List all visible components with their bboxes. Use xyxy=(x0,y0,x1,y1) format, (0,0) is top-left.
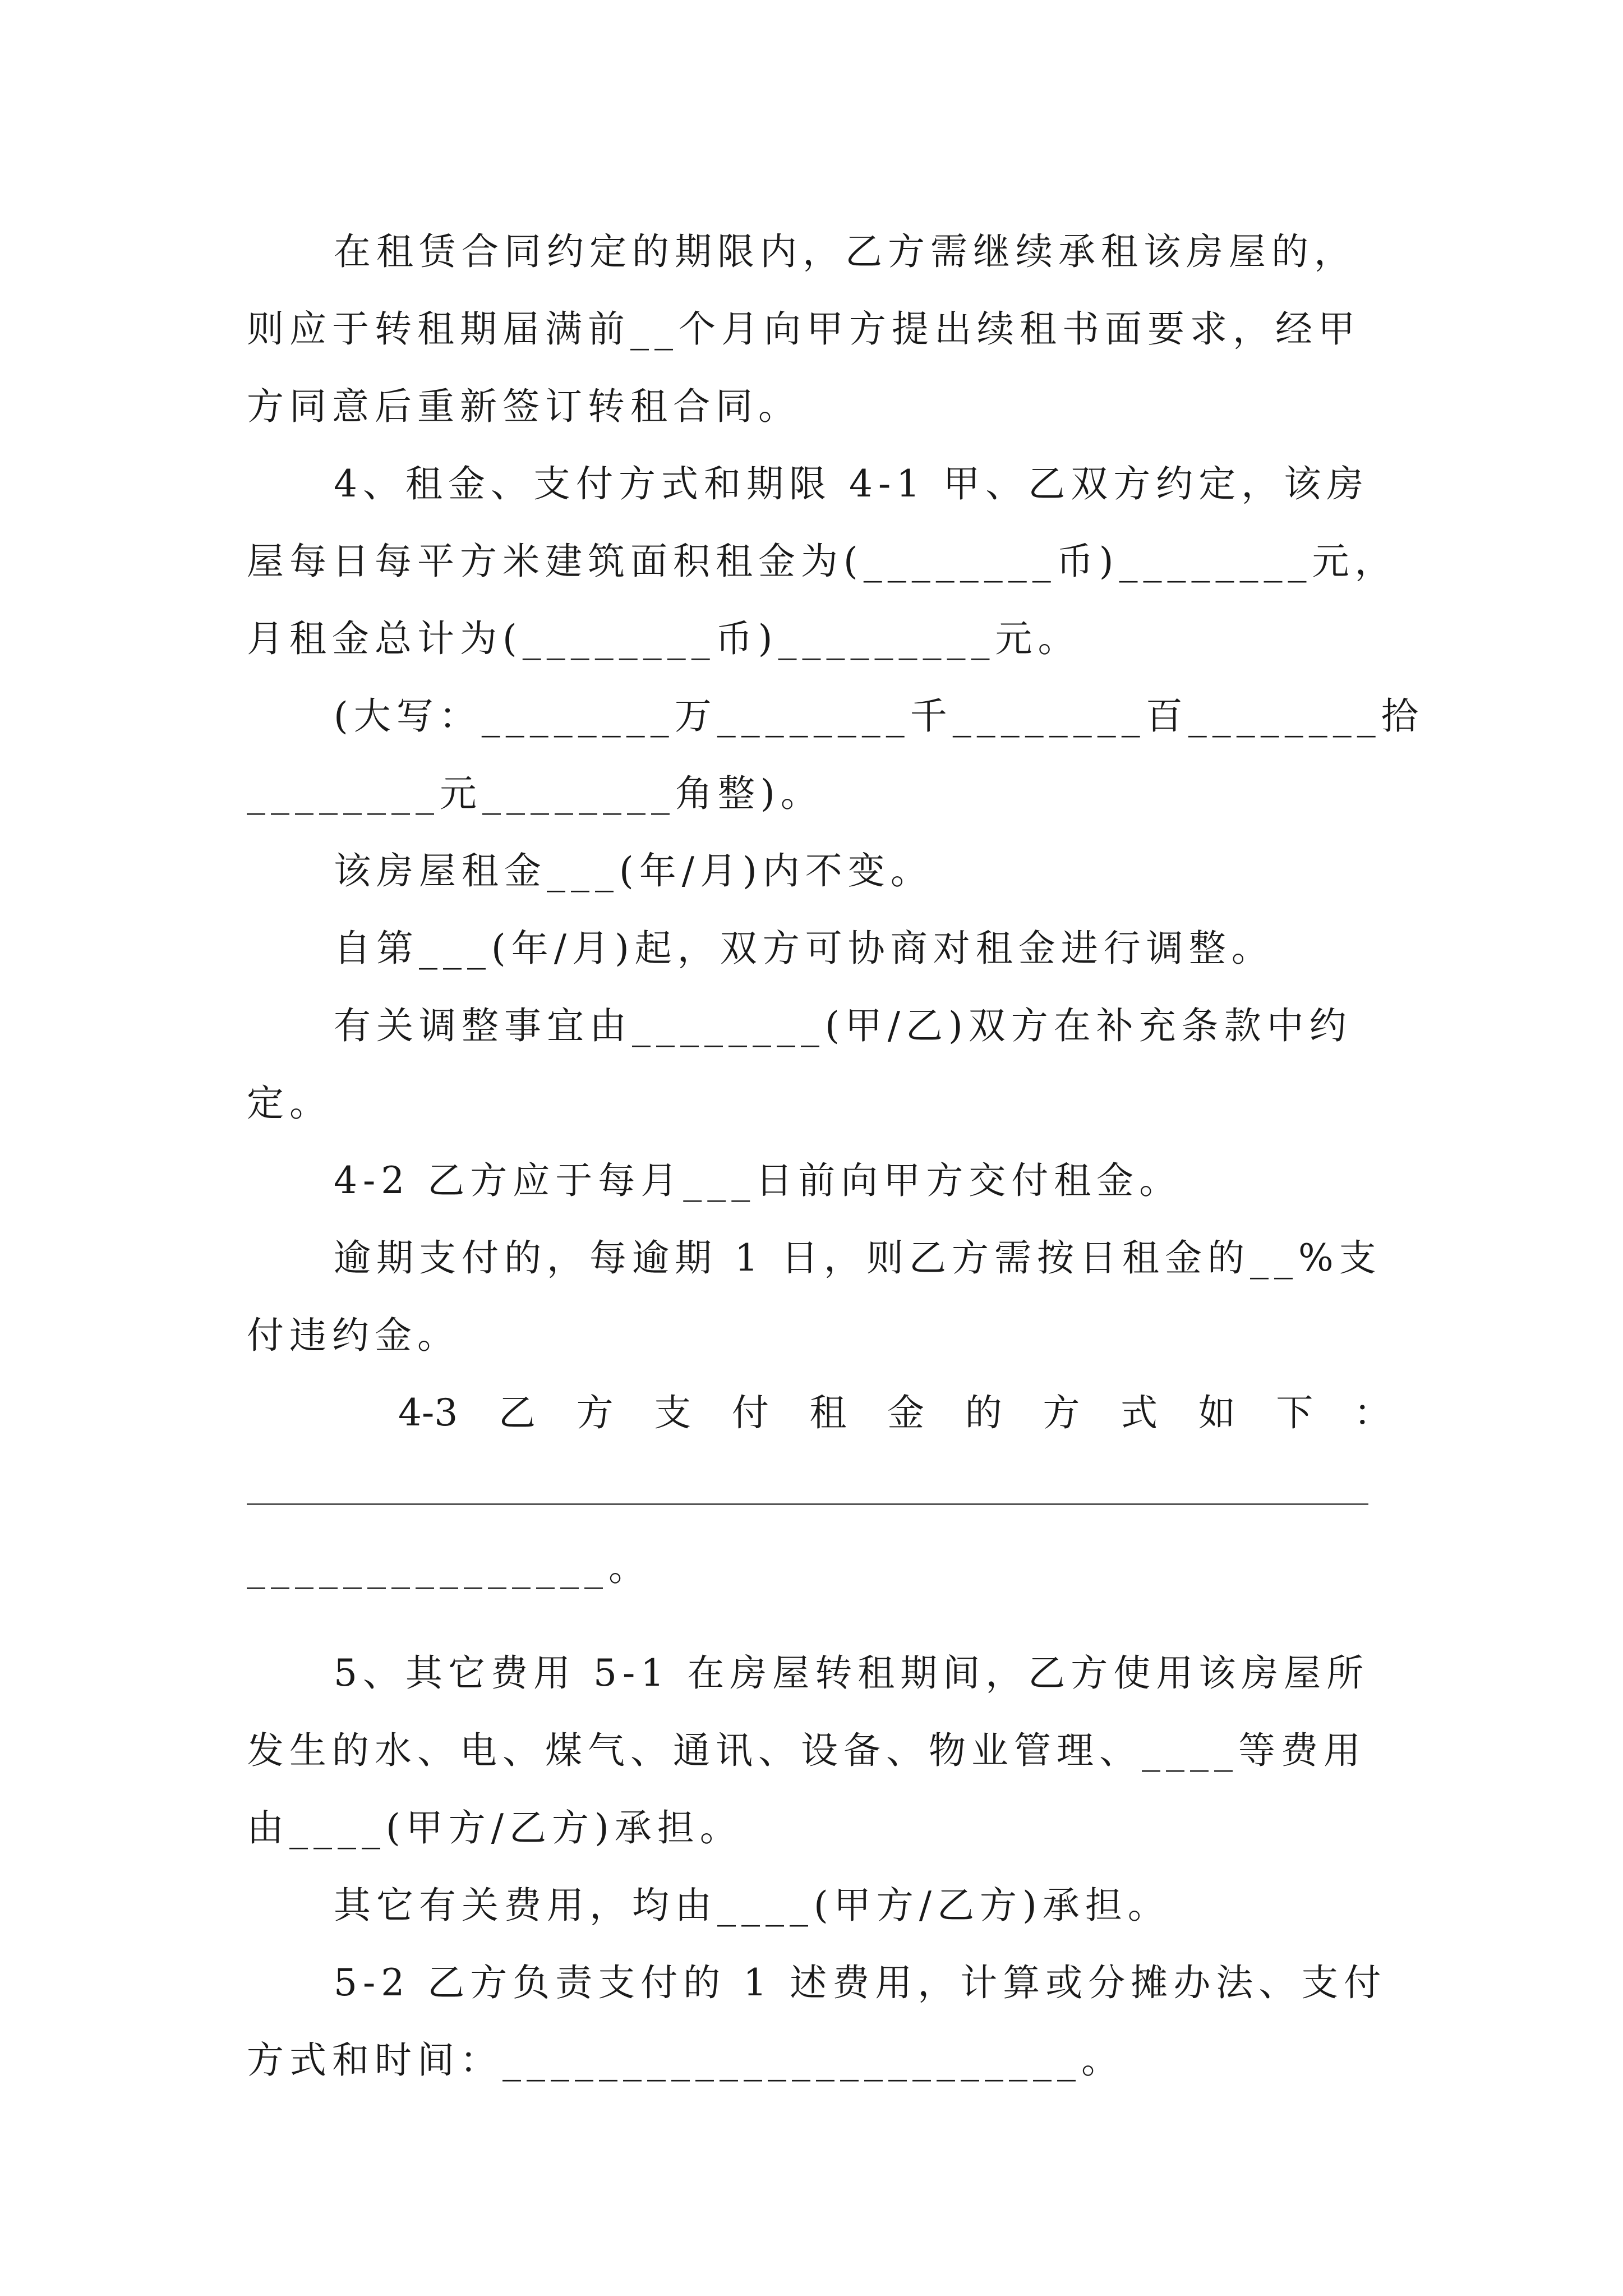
paragraph-other-fees-line-2: 发生的水、电、煤气、通讯、设备、物业管理、____等费用 xyxy=(247,1729,1366,1772)
justified-char: 式 xyxy=(1121,1391,1158,1434)
paragraph-renewal-line-3: 方同意后重新签订转租合同。 xyxy=(247,385,801,428)
paragraph-payment-method-line-3: _______________。 xyxy=(247,1546,651,1589)
justified-char: 支 xyxy=(654,1391,691,1434)
paragraph-other-fees-line-1: 5、其它费用 5-1 在房屋转租期间，乙方使用该房屋所 xyxy=(334,1651,1370,1695)
paragraph-rent-fixed: 该房屋租金___(年/月)内不变。 xyxy=(334,849,933,892)
paragraph-rent-line-2: 屋每日每平方米建筑面积租金为(________币)________元， xyxy=(247,540,1398,583)
justified-char: 金 xyxy=(887,1391,925,1434)
paragraph-payment-day: 4-2 乙方应于每月___日前向甲方交付租金。 xyxy=(334,1159,1182,1202)
paragraph-other-fees-line-3: 由____(甲方/乙方)承担。 xyxy=(247,1806,743,1849)
justified-char: 4-3 xyxy=(398,1391,458,1434)
paragraph-adjust-terms-line-1: 有关调整事宜由________(甲/乙)双方在补充条款中约 xyxy=(334,1004,1352,1047)
paragraph-fee-calc-line-2: 方式和时间：________________________。 xyxy=(247,2039,1124,2082)
paragraph-renewal-line-1: 在租赁合同约定的期限内，乙方需继续承租该房屋的， xyxy=(334,230,1357,273)
paragraph-rent-adjust: 自第___(年/月)起，双方可协商对租金进行调整。 xyxy=(334,927,1274,970)
paragraph-fee-calc-line-1: 5-2 乙方负责支付的 1 述费用，计算或分摊办法、支付 xyxy=(334,1961,1387,2004)
paragraph-late-fee-line-2: 付违约金。 xyxy=(247,1314,460,1357)
paragraph-payment-method-line-1 xyxy=(247,1374,1391,1452)
justified-char: 如 xyxy=(1198,1391,1235,1434)
underline-rule xyxy=(247,1503,1368,1505)
justified-char: 租 xyxy=(809,1391,847,1434)
justified-char: 付 xyxy=(731,1391,769,1434)
paragraph-rent-line-1: 4、租金、支付方式和期限 4-1 甲、乙双方约定，该房 xyxy=(334,462,1370,505)
paragraph-late-fee-line-1: 逾期支付的，每逾期 1 日，则乙方需按日租金的__%支 xyxy=(334,1236,1382,1280)
justified-char: 乙 xyxy=(498,1391,536,1434)
justified-char: ： xyxy=(1353,1391,1391,1434)
paragraph-capital-line-2: ________元________角整)。 xyxy=(247,772,823,815)
paragraph-renewal-line-2: 则应于转租期届满前__个月向甲方提出续租书面要求，经甲 xyxy=(247,307,1361,351)
justified-char: 方 xyxy=(576,1391,614,1434)
justified-char: 的 xyxy=(965,1391,1002,1434)
justified-char: 方 xyxy=(1043,1391,1080,1434)
paragraph-spacer xyxy=(247,1607,1391,1635)
paragraph-rent-line-3: 月租金总计为(________币)_________元。 xyxy=(247,617,1081,660)
paragraph-adjust-terms-line-2: 定。 xyxy=(247,1082,332,1125)
document-page xyxy=(247,213,1424,2099)
paragraph-other-costs: 其它有关费用，均由____(甲方/乙方)承担。 xyxy=(334,1884,1170,1927)
paragraph-capital-line-1: (大写：________万________千________百________拾 xyxy=(334,694,1424,738)
justified-char: 下 xyxy=(1276,1391,1313,1434)
payment-method-blank-line xyxy=(247,1452,1391,1529)
